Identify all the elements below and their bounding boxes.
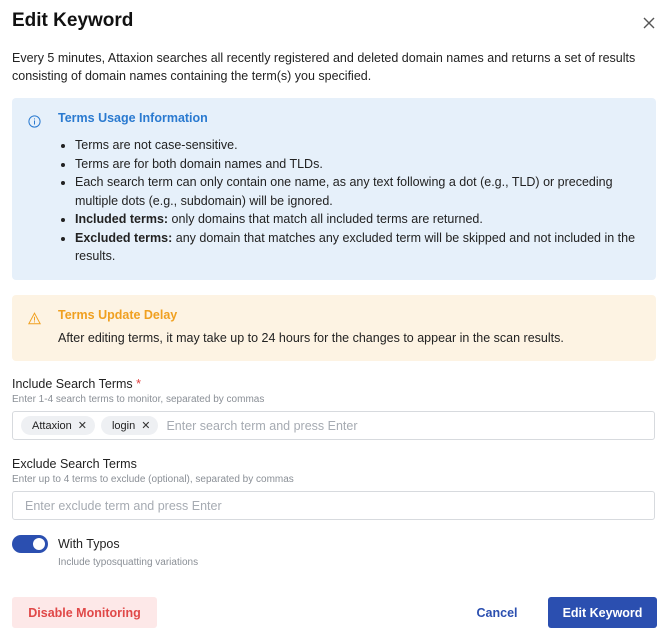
- info-item: • Excluded terms: any domain that matches any excluded term will be skipped and not included in the results.: [75, 229, 645, 266]
- include-terms-field[interactable]: [12, 411, 655, 440]
- warning-box-title: Terms Update Delay: [58, 308, 178, 322]
- include-terms-input[interactable]: [164, 419, 654, 433]
- info-item: • Terms are not case-sensitive.: [75, 136, 645, 155]
- cancel-button[interactable]: Cancel: [466, 597, 528, 628]
- info-item: • Included terms: only domains that match all included terms are returned.: [75, 210, 645, 229]
- required-mark: *: [136, 377, 142, 391]
- include-terms-label: Include Search Terms *: [12, 377, 142, 391]
- warning-box-body: After editing terms, it may take up to 24 hours for the changes to appear in the scan results.: [58, 331, 564, 345]
- info-list: [58, 136, 645, 266]
- remove-chip-icon[interactable]: ✕: [77, 420, 87, 432]
- term-chip: Attaxion ✕: [21, 416, 95, 435]
- close-button[interactable]: [640, 14, 658, 32]
- info-item: • Terms are for both domain names and TLDs.: [75, 155, 645, 174]
- term-chip: login ✕: [101, 416, 158, 435]
- with-typos-hint: Include typosquatting variations: [58, 557, 199, 568]
- with-typos-label: With Typos: [58, 537, 120, 551]
- disable-monitoring-button[interactable]: Disable Monitoring: [12, 597, 157, 628]
- terms-update-delay-box: [12, 295, 656, 361]
- remove-chip-icon[interactable]: ✕: [141, 420, 151, 432]
- info-item: • Each search term can only contain one name, as any text following a dot (e.g., TLD) or preceding multiple dots (e.g., subdomain) will be ignored.: [75, 173, 645, 210]
- exclude-terms-label: Exclude Search Terms: [12, 457, 137, 471]
- exclude-terms-input[interactable]: [23, 499, 654, 513]
- with-typos-toggle[interactable]: [12, 535, 48, 553]
- terms-usage-info-box: [12, 98, 656, 280]
- dialog-intro: Every 5 minutes, Attaxion searches all recently registered and deleted domain names and returns a set of results consisting of domain names containing the term(s) you specified.: [12, 51, 636, 83]
- exclude-terms-hint: Enter up to 4 terms to exclude (optional), separated by commas: [12, 474, 294, 485]
- edit-keyword-button[interactable]: Edit Keyword: [548, 597, 657, 628]
- toggle-knob: [33, 538, 45, 550]
- warning-icon: [28, 312, 41, 330]
- exclude-terms-field[interactable]: [12, 491, 655, 520]
- info-icon: [28, 115, 41, 133]
- close-icon: [640, 14, 658, 32]
- include-terms-hint: Enter 1-4 search terms to monitor, separated by commas: [12, 394, 265, 405]
- dialog-title: Edit Keyword: [12, 10, 134, 31]
- info-box-title: Terms Usage Information: [58, 111, 208, 125]
